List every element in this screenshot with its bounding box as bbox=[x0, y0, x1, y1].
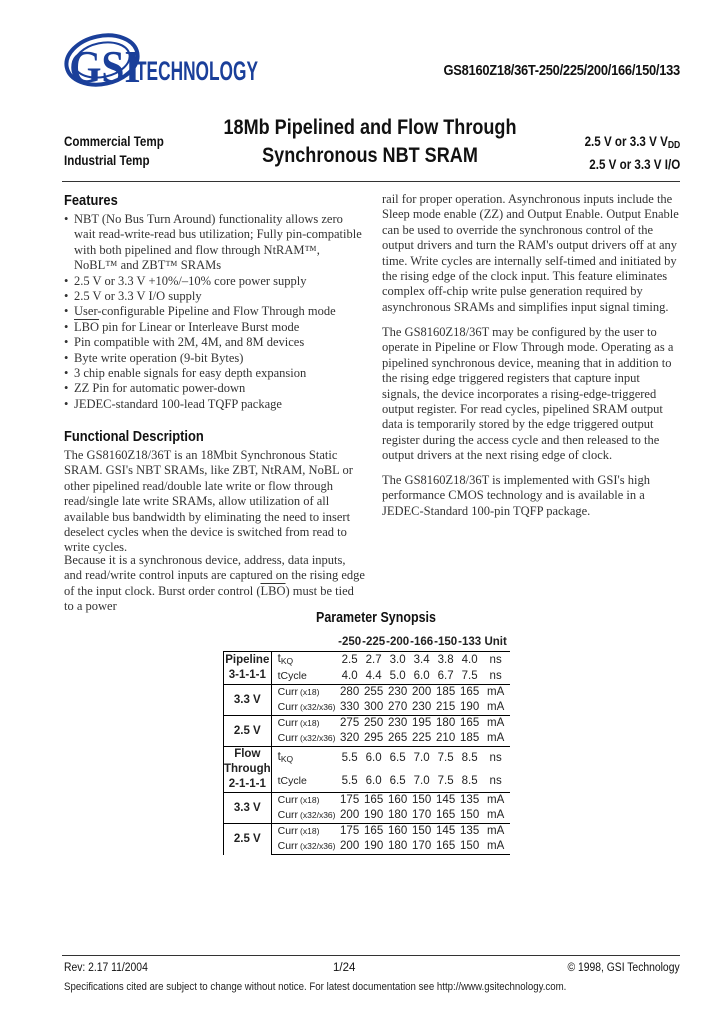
value-cell: 165 bbox=[362, 824, 386, 840]
value-cell: 7.5 bbox=[458, 669, 482, 685]
group-label: 3.3 V bbox=[224, 793, 272, 824]
svg-text:GSI: GSI bbox=[69, 42, 141, 93]
value-cell: 165 bbox=[458, 716, 482, 732]
functional-paragraph-4: The GS8160Z18/36T may be configured by the user to operate in Pipeline or Flow Through mode. Operating as a pipelined synchronous device, meaning that in addition to the rising edge triggered registers that capture input signals, the device incorporates a rising-edge-triggered output register. For read cycles, pipelined SRAM output data is temporarily stored by the edge triggered output register during the access cycle and then released to the output drivers at the next rising edge of clock. bbox=[382, 325, 674, 463]
row-label: $t_{KQ}$ bbox=[271, 747, 338, 771]
value-cell: 7.5 bbox=[434, 747, 458, 771]
value-cell: 2.7 bbox=[362, 652, 386, 670]
table-row bbox=[224, 793, 510, 809]
value-cell: 175 bbox=[338, 824, 362, 840]
row-label: Curr (x32/x36) bbox=[271, 839, 338, 855]
temp-industrial: Industrial Temp bbox=[64, 153, 150, 168]
column-header: -225 bbox=[362, 636, 386, 648]
group-label: 2.5 V bbox=[224, 824, 272, 855]
value-cell: 145 bbox=[434, 793, 458, 809]
table-row bbox=[224, 652, 510, 670]
features-list bbox=[64, 212, 364, 412]
unit-cell: ns bbox=[482, 747, 510, 771]
value-cell: 8.5 bbox=[458, 771, 482, 793]
unit-cell: mA bbox=[482, 824, 510, 840]
value-cell: 165 bbox=[362, 793, 386, 809]
row-label: Curr (x18) bbox=[271, 793, 338, 809]
value-cell: 255 bbox=[362, 685, 386, 701]
value-cell: 6.5 bbox=[386, 771, 410, 793]
temperature-grades bbox=[64, 132, 164, 170]
row-label: $t_{KQ}$ bbox=[271, 652, 338, 670]
value-cell: 200 bbox=[338, 839, 362, 855]
value-cell: 5.5 bbox=[338, 771, 362, 793]
row-label: Curr (x32/x36) bbox=[271, 731, 338, 747]
title-line-2: Synchronous NBT SRAM bbox=[262, 144, 478, 167]
value-cell: 3.0 bbox=[386, 652, 410, 670]
value-cell: 4.4 bbox=[362, 669, 386, 685]
value-cell: 150 bbox=[410, 824, 434, 840]
value-cell: 275 bbox=[338, 716, 362, 732]
feature-item: • Byte write operation (9-bit Bytes) bbox=[64, 351, 364, 366]
column-header: -150 bbox=[434, 636, 458, 648]
table-row bbox=[224, 685, 510, 701]
functional-paragraph-1: The GS8160Z18/36T is an 18Mbit Synchronous Static SRAM. GSI's NBT SRAMs, like ZBT, NtRAM, NoBL or other pipelined read/double late write or flow through read/single late write SRAMs, allow utilization of all available bus bandwidth by eliminating the need to insert deselect cycles when the device is switched from read to write cycles. bbox=[64, 448, 353, 555]
value-cell: 160 bbox=[386, 793, 410, 809]
column-header: -200 bbox=[386, 636, 410, 648]
value-cell: 190 bbox=[458, 700, 482, 716]
value-cell: 7.0 bbox=[410, 747, 434, 771]
value-cell: 195 bbox=[410, 716, 434, 732]
value-cell: 190 bbox=[362, 808, 386, 824]
feature-item: • 2.5 V or 3.3 V +10%/–10% core power supply bbox=[64, 274, 364, 289]
group-label: Pipeline 3-1-1-1 bbox=[224, 652, 272, 685]
row-label: Curr (x18) bbox=[271, 685, 338, 701]
value-cell: 7.5 bbox=[434, 771, 458, 793]
row-label: Curr (x32/x36) bbox=[271, 808, 338, 824]
value-cell: 150 bbox=[410, 793, 434, 809]
value-cell: 170 bbox=[410, 839, 434, 855]
value-cell: 4.0 bbox=[338, 669, 362, 685]
value-cell: 4.0 bbox=[458, 652, 482, 670]
feature-item: • NBT (No Bus Turn Around) functionality allows zero wait read-write-read bus utilization; Fully pin-compatible with both pipelined and flow through NtRAM™, NoBL™ and ZBT™ SRAMs bbox=[64, 212, 364, 274]
footer-page-number: 1/24 bbox=[333, 962, 356, 974]
title-line-1: 18Mb Pipelined and Flow Through bbox=[223, 116, 517, 139]
gsi-technology-logo bbox=[62, 30, 272, 100]
value-cell: 5.5 bbox=[338, 747, 362, 771]
footer-divider bbox=[62, 955, 680, 956]
value-cell: 230 bbox=[410, 700, 434, 716]
feature-item: • Pin compatible with 2M, 4M, and 8M devices bbox=[64, 335, 364, 350]
value-cell: 230 bbox=[386, 685, 410, 701]
value-cell: 320 bbox=[338, 731, 362, 747]
value-cell: 230 bbox=[386, 716, 410, 732]
row-label: tCycle bbox=[271, 669, 338, 685]
unit-cell: mA bbox=[482, 700, 510, 716]
table-row bbox=[224, 747, 510, 771]
value-cell: 330 bbox=[338, 700, 362, 716]
column-header: -166 bbox=[410, 636, 434, 648]
value-cell: 225 bbox=[410, 731, 434, 747]
group-label: 2.5 V bbox=[224, 716, 272, 747]
parameter-synopsis-table bbox=[223, 634, 510, 855]
value-cell: 3.8 bbox=[434, 652, 458, 670]
value-cell: 300 bbox=[362, 700, 386, 716]
value-cell: 6.0 bbox=[362, 771, 386, 793]
column-header: -133 bbox=[458, 636, 482, 648]
value-cell: 180 bbox=[434, 716, 458, 732]
row-label: Curr (x32/x36) bbox=[271, 700, 338, 716]
value-cell: 6.7 bbox=[434, 669, 458, 685]
column-header: -250 bbox=[338, 636, 362, 648]
temp-commercial: Commercial Temp bbox=[64, 134, 164, 149]
part-number: GS8160Z18/36T-250/225/200/166/150/133 bbox=[443, 62, 680, 79]
unit-cell: mA bbox=[482, 839, 510, 855]
functional-paragraph-2: Because it is a synchronous device, address, data inputs, and read/write control inputs are captured on the rising edge of the input clock. Burst order control $(\overline{LBO})$ must be tied to a power bbox=[64, 553, 365, 614]
value-cell: 145 bbox=[434, 824, 458, 840]
voltage-spec bbox=[584, 132, 680, 174]
page-title bbox=[215, 114, 525, 170]
value-cell: 215 bbox=[434, 700, 458, 716]
value-cell: 165 bbox=[434, 839, 458, 855]
value-cell: 185 bbox=[458, 731, 482, 747]
value-cell: 150 bbox=[458, 839, 482, 855]
footer-copyright: © 1998, GSI Technology bbox=[567, 962, 680, 974]
value-cell: 180 bbox=[386, 839, 410, 855]
value-cell: 200 bbox=[338, 808, 362, 824]
features-heading: Features bbox=[64, 192, 118, 209]
unit-cell: mA bbox=[482, 731, 510, 747]
table-header-row bbox=[224, 634, 510, 652]
voltage-core: 2.5 V or 3.3 V $V_{DD}$ bbox=[584, 134, 680, 151]
value-cell: 2.5 bbox=[338, 652, 362, 670]
unit-cell: ns bbox=[482, 652, 510, 670]
value-cell: 7.0 bbox=[410, 771, 434, 793]
functional-description-heading: Functional Description bbox=[64, 428, 204, 445]
value-cell: 3.4 bbox=[410, 652, 434, 670]
value-cell: 265 bbox=[386, 731, 410, 747]
unit-cell: mA bbox=[482, 808, 510, 824]
value-cell: 175 bbox=[338, 793, 362, 809]
table-row bbox=[224, 716, 510, 732]
value-cell: 8.5 bbox=[458, 747, 482, 771]
unit-cell: mA bbox=[482, 716, 510, 732]
value-cell: 270 bbox=[386, 700, 410, 716]
value-cell: 280 bbox=[338, 685, 362, 701]
column-header: Unit bbox=[484, 636, 507, 648]
value-cell: 6.0 bbox=[410, 669, 434, 685]
feature-item: • $\overline{LBO}$ pin for Linear or Interleave Burst mode bbox=[64, 320, 364, 335]
feature-item: • User-configurable Pipeline and Flow Through mode bbox=[64, 304, 364, 319]
table-row bbox=[224, 824, 510, 840]
unit-cell: mA bbox=[482, 685, 510, 701]
value-cell: 165 bbox=[434, 808, 458, 824]
header-divider bbox=[62, 181, 680, 182]
value-cell: 180 bbox=[386, 808, 410, 824]
value-cell: 6.0 bbox=[362, 747, 386, 771]
unit-cell: ns bbox=[482, 771, 510, 793]
feature-item: • 2.5 V or 3.3 V I/O supply bbox=[64, 289, 364, 304]
svg-text:TECHNOLOGY: TECHNOLOGY bbox=[136, 56, 258, 86]
functional-paragraph-3: rail for proper operation. Asynchronous inputs include the Sleep mode enable (ZZ) and Output Enable. Output Enable can be used to override the synchronous control of the output drivers and turn the RAM's output drivers off at any time. Write cycles are internally self-timed and initiated by the rising edge of the clock input. This feature eliminates complex off-chip write pulse generation required by asynchronous SRAMs and simplifies input signal timing. bbox=[382, 192, 679, 314]
footer-revision: Rev: 2.17 11/2004 bbox=[64, 962, 148, 974]
group-label: Flow Through 2-1-1-1 bbox=[224, 747, 272, 793]
value-cell: 190 bbox=[362, 839, 386, 855]
value-cell: 250 bbox=[362, 716, 386, 732]
value-cell: 5.0 bbox=[386, 669, 410, 685]
value-cell: 6.5 bbox=[386, 747, 410, 771]
feature-item: • 3 chip enable signals for easy depth expansion bbox=[64, 366, 364, 381]
value-cell: 135 bbox=[458, 793, 482, 809]
row-label: Curr (x18) bbox=[271, 716, 338, 732]
value-cell: 150 bbox=[458, 808, 482, 824]
value-cell: 165 bbox=[458, 685, 482, 701]
feature-item: • JEDEC-standard 100-lead TQFP package bbox=[64, 397, 364, 412]
footer-notice: Specifications cited are subject to change without notice. For latest documentation see http://www.gsitechnology.com. bbox=[64, 981, 567, 993]
value-cell: 135 bbox=[458, 824, 482, 840]
value-cell: 185 bbox=[434, 685, 458, 701]
group-label: 3.3 V bbox=[224, 685, 272, 716]
parameter-synopsis-title: Parameter Synopsis bbox=[316, 610, 436, 626]
voltage-io: 2.5 V or 3.3 V I/O bbox=[589, 157, 680, 172]
value-cell: 200 bbox=[410, 685, 434, 701]
unit-cell: mA bbox=[482, 793, 510, 809]
unit-cell: ns bbox=[482, 669, 510, 685]
feature-item: • ZZ Pin for automatic power-down bbox=[64, 381, 364, 396]
value-cell: 210 bbox=[434, 731, 458, 747]
row-label: Curr (x18) bbox=[271, 824, 338, 840]
value-cell: 295 bbox=[362, 731, 386, 747]
functional-paragraph-5: The GS8160Z18/36T is implemented with GSI's high performance CMOS technology and is available in a JEDEC-Standard 100-pin TQFP package. bbox=[382, 473, 650, 518]
value-cell: 160 bbox=[386, 824, 410, 840]
row-label: tCycle bbox=[271, 771, 338, 793]
value-cell: 170 bbox=[410, 808, 434, 824]
